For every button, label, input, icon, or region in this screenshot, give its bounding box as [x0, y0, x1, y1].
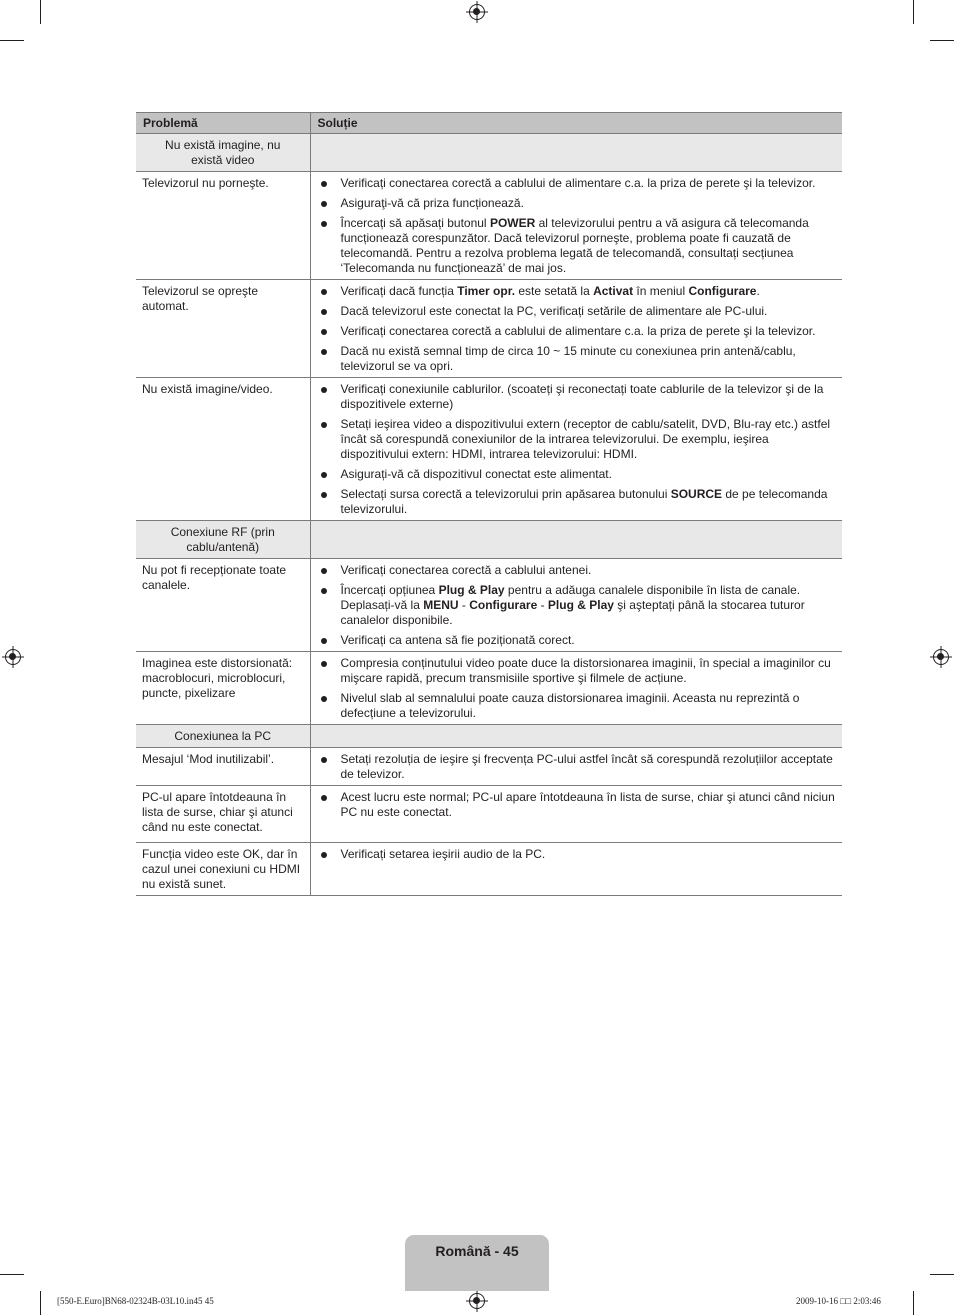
list-item [317, 752, 837, 782]
table-row [136, 280, 842, 378]
registration-mark-icon [469, 1293, 485, 1309]
crop-mark [0, 40, 24, 41]
section-title: Conexiunea la PC [136, 725, 310, 748]
solution-text: Compresia conținutului video poate duce la distorsionarea imaginii, în special a imaginilor cu mişcare rapidă, precum transmisiile sportive şi filmele de acțiune. [340, 656, 831, 685]
table-row [136, 843, 842, 896]
crop-mark [40, 1291, 41, 1315]
problem-cell: Mesajul ‘Mod inutilizabil’. [136, 748, 310, 786]
section-row [136, 521, 842, 559]
list-item [317, 382, 837, 412]
section-row [136, 134, 842, 172]
column-header-problem: Problemă [136, 113, 310, 134]
solution-text: Dacă televizorul este conectat la PC, verificați setările de alimentare ale PC-ului. [340, 304, 768, 318]
print-slug-left: [550-E.Euro]BN68-02324B-03L10.in45 45 [57, 1296, 214, 1306]
section-empty-cell [310, 134, 842, 172]
list-item [317, 304, 837, 319]
bold-term: Timer opr. [457, 284, 516, 298]
list-item [317, 656, 837, 686]
troubleshooting-table [136, 112, 842, 896]
table-row [136, 559, 842, 652]
solution-list [317, 752, 837, 782]
table-header-row [136, 113, 842, 134]
registration-mark-icon [469, 4, 485, 20]
list-item [317, 691, 837, 721]
solution-text: Dacă nu există semnal timp de circa 10 ~ 15 minute cu conexiunea prin antenă/cablu, televizorul se va opri. [340, 344, 796, 373]
crop-mark [930, 40, 954, 41]
problem-cell: Funcția video este OK, dar în cazul unei conexiuni cu HDMI nu există sunet. [136, 843, 310, 896]
solution-text: al televizorului pentru a vă asigura că telecomanda funcționează corespunzător. Dacă televizorul porneşte, problema poate fi cauzată de telecomandă. Pentru a rezolva problema legată de telecomandă, consultați secțiunea ‘Telecomanda nu funcționează’ de mai jos. [340, 216, 809, 275]
bold-term: POWER [489, 216, 536, 230]
solution-text: Nivelul slab al semnalului poate cauza distorsionarea imaginii. Aceasta nu reprezintă o defecțiune a televizorului. [340, 691, 800, 720]
bold-term: Plug & Play [438, 583, 505, 597]
list-item [317, 847, 837, 862]
solution-text: în meniul [633, 284, 689, 298]
registration-mark-icon [5, 649, 21, 665]
bold-term: Configurare [469, 598, 538, 612]
solution-list [317, 847, 837, 862]
page-number-tab [405, 1235, 549, 1291]
problem-cell: Televizorul se opreşte automat. [136, 280, 310, 378]
bold-term: MENU [423, 598, 459, 612]
solution-text: Asiguraţi-vă că priza funcționează. [340, 196, 524, 210]
solution-text: Setați rezoluția de ieşire şi frecvența PC-ului astfel încât să corespundă rezoluțiilor acceptate de televizor. [340, 752, 833, 781]
section-row [136, 725, 842, 748]
table-body [136, 134, 842, 896]
solution-text: Încercați să apăsați butonul [340, 216, 490, 230]
list-item [317, 487, 837, 517]
list-item [317, 583, 837, 628]
solution-cell [310, 280, 842, 378]
problem-cell: Televizorul nu porneşte. [136, 172, 310, 280]
problem-cell: Nu există imagine/video. [136, 378, 310, 521]
crop-mark [913, 0, 914, 24]
print-slug-right: 2009-10-16 □□ 2:03:46 [796, 1296, 881, 1306]
table-row [136, 378, 842, 521]
list-item [317, 467, 837, 482]
table-row [136, 652, 842, 725]
solution-text: Verificați conectarea corectă a cablului antenei. [340, 563, 592, 577]
solution-text: Setați ieşirea video a dispozitivului extern (receptor de cablu/satelit, DVD, Blu-ray etc.) astfel încât să corespundă conexiunilor de la intrarea televizorului. De exemplu, ieşirea dispozitivului extern: HDMI, intrarea televizorului: HDMI. [340, 417, 831, 461]
list-item [317, 633, 837, 648]
solution-text: . [756, 284, 760, 298]
solution-text: Acest lucru este normal; PC-ul apare întotdeauna în lista de surse, chiar şi atunci când niciun PC nu este conectat. [340, 790, 835, 819]
crop-mark [0, 1274, 24, 1275]
solution-list [317, 176, 837, 276]
solution-cell [310, 748, 842, 786]
solution-cell [310, 652, 842, 725]
page-label: Română - 45 [435, 1243, 519, 1259]
solution-text: Verificați ca antena să fie poziționată corect. [340, 633, 575, 647]
list-item [317, 790, 837, 820]
solution-cell [310, 378, 842, 521]
problem-cell: Imaginea este distorsionată: macroblocuri, microblocuri, puncte, pixelizare [136, 652, 310, 725]
solution-text: Verificați conectarea corectă a cablului de alimentare c.a. la priza de perete şi la televizor. [340, 176, 816, 190]
solution-text: pentru a adăuga canalele disponibile în lista de canale. Deplasați-vă la [340, 583, 801, 612]
column-header-solution: Soluție [310, 113, 842, 134]
solution-cell [310, 559, 842, 652]
list-item [317, 216, 837, 276]
section-title: Conexiune RF (prin cablu/antenă) [136, 521, 310, 559]
bold-term: SOURCE [670, 487, 723, 501]
bold-term: Activat [593, 284, 634, 298]
crop-mark [40, 0, 41, 24]
solution-text: şi aşteptați până la stocarea tuturor canalelor disponibile. [340, 598, 805, 627]
section-title: Nu există imagine, nu există video [136, 134, 310, 172]
solution-cell [310, 172, 842, 280]
solution-text: Verificați setarea ieşirii audio de la PC. [340, 847, 546, 861]
solution-text: Selectați sursa corectă a televizorului prin apăsarea butonului [340, 487, 671, 501]
list-item [317, 176, 837, 191]
solution-cell [310, 786, 842, 843]
list-item [317, 417, 837, 462]
solution-list [317, 563, 837, 648]
list-item [317, 324, 837, 339]
crop-mark [913, 1291, 914, 1315]
list-item [317, 196, 837, 211]
list-item [317, 344, 837, 374]
list-item [317, 563, 837, 578]
list-item [317, 284, 837, 299]
bold-term: Configurare [688, 284, 757, 298]
solution-text: Verificați conexiunile cablurilor. (scoateți şi reconectați toate cablurile de la televizor şi de la dispozitivele externe) [340, 382, 824, 411]
solution-text: Verificați dacă funcția [340, 284, 458, 298]
solution-text: - [537, 598, 548, 612]
solution-cell [310, 843, 842, 896]
crop-mark [930, 1274, 954, 1275]
solution-text: de pe telecomanda televizorului. [340, 487, 828, 516]
solution-list [317, 382, 837, 517]
solution-text: - [458, 598, 470, 612]
solution-text: Verificați conectarea corectă a cablului de alimentare c.a. la priza de perete şi la televizor. [340, 324, 816, 338]
problem-cell: Nu pot fi recepționate toate canalele. [136, 559, 310, 652]
table-row [136, 786, 842, 843]
section-empty-cell [310, 725, 842, 748]
solution-text: este setată la [515, 284, 594, 298]
bold-term: Plug & Play [547, 598, 614, 612]
problem-cell: PC-ul apare întotdeauna în lista de surse, chiar şi atunci când nu este conectat. [136, 786, 310, 843]
solution-text: Asigurați-vă că dispozitivul conectat este alimentat. [340, 467, 612, 481]
solution-list [317, 284, 837, 374]
solution-list [317, 656, 837, 721]
solution-list [317, 790, 837, 820]
registration-mark-icon [933, 649, 949, 665]
table-row [136, 172, 842, 280]
solution-text: Încercați opțiunea [340, 583, 439, 597]
table-row [136, 748, 842, 786]
section-empty-cell [310, 521, 842, 559]
